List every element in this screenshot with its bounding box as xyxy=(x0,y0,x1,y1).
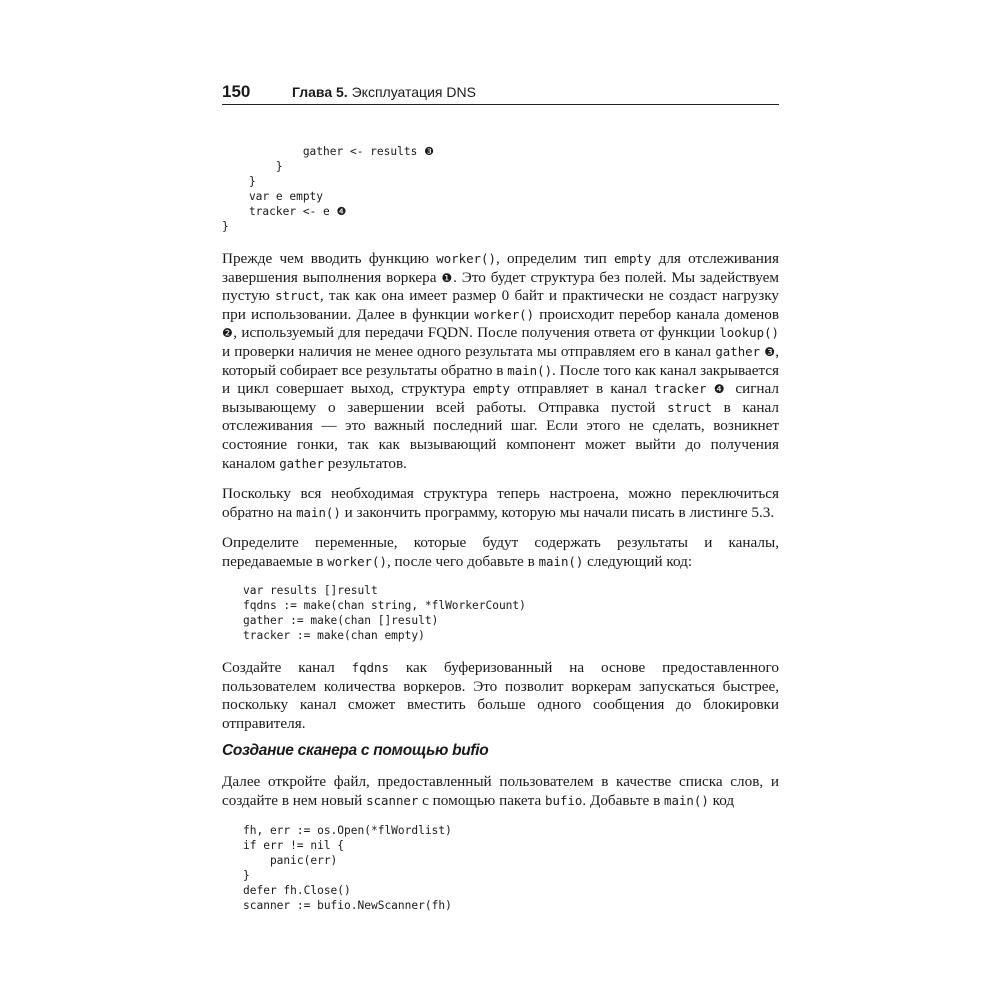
inline-code: tracker xyxy=(654,381,707,397)
callout-marker: ❹ xyxy=(713,382,729,397)
chapter-label: Глава 5. xyxy=(292,84,348,100)
code-block-3: fh, err := os.Open(*flWordlist) if err != nil { panic(err) } defer fh.Close() scanner := bufio.NewScanner(fh) xyxy=(243,824,452,912)
inline-code: main() xyxy=(507,362,553,378)
inline-code: empty xyxy=(472,381,510,397)
paragraph-4: Создайте канал fqdns как буферизованный на основе предоставленного пользователем количества воркеров. Это позволит воркерам запускаться быстрее, поскольку канал сможет вместить больше одного сообщения до блокировки отправителя. xyxy=(222,659,779,732)
page-number: 150 xyxy=(222,82,251,101)
chapter-heading xyxy=(292,84,476,100)
paragraph-3: Определите переменные, которые будут содержать результаты и каналы, передаваемые в worker(), после чего добавьте в main() следующий код: xyxy=(222,534,779,570)
inline-code: main() xyxy=(296,504,341,520)
inline-code: struct xyxy=(667,399,712,415)
inline-code: gather xyxy=(279,455,324,471)
section-title: Создание сканера с помощью bufio xyxy=(222,742,489,759)
callout-marker: ❷ xyxy=(222,326,234,341)
inline-code: lookup() xyxy=(719,325,779,341)
code-block-1: gather <- results ❸ } } var e empty tracker <- e ❹ } xyxy=(222,145,435,233)
callout-marker: ❶ xyxy=(441,270,454,285)
inline-code: worker() xyxy=(436,251,496,266)
inline-code: fqdns xyxy=(351,660,389,675)
inline-code: empty xyxy=(614,251,652,266)
paragraph-5: Далее откройте файл, предоставленный пользователем в качестве списка слов, и создайте в нем новый scanner с помощью пакета bufio. Добавьте в main() код xyxy=(222,773,779,809)
inline-code: worker() xyxy=(327,553,387,569)
inline-code: bufio xyxy=(545,792,583,808)
paragraph-2: Поскольку вся необходимая структура теперь настроена, можно переключиться обратно на main() и закончить программу, которую мы начали писать в листинге 5.3. xyxy=(222,485,779,521)
inline-code: worker() xyxy=(474,306,535,322)
inline-code: main() xyxy=(538,553,584,569)
paragraph-1: Прежде чем вводить функцию worker(), определим тип empty для отслеживания завершения выполнения воркера ❶. Это будет структура без полей. Мы задействуем пустую struct, так как она имеет размер 0 байт и практически не создаст нагрузку при использовании. Далее в функции worker() происходит перебор канала доменов ❷, используемый для передачи FQDN. После получения ответа от функции lookup() и проверки наличия не менее одного результата мы отправляем его в канал gather ❸, который собирает все результаты обратно в main(). После того как канал закрывается и цикл совершает выход, структура empty отправляет в канал tracker ❹ сигнал вызывающему о завершении всей работы. Отправка пустой struct в канал отслеживания — это важный последний шаг. Если этого не сделать, возникнет состояние гонки, так как вызывающий компонент может выйти до получения каналом gather результатов. xyxy=(222,250,780,472)
callout-marker: ❸ xyxy=(764,344,776,359)
page-header xyxy=(222,82,779,105)
chapter-title: Эксплуатация DNS xyxy=(351,84,476,100)
code-block-2: var results []result fqdns := make(chan string, *flWorkerCount) gather := make(chan []result) tracker := make(chan empty) xyxy=(243,584,526,642)
inline-code: struct xyxy=(275,288,320,304)
inline-code: gather xyxy=(715,343,761,359)
inline-code: main() xyxy=(664,792,709,808)
inline-code: scanner xyxy=(366,792,419,808)
